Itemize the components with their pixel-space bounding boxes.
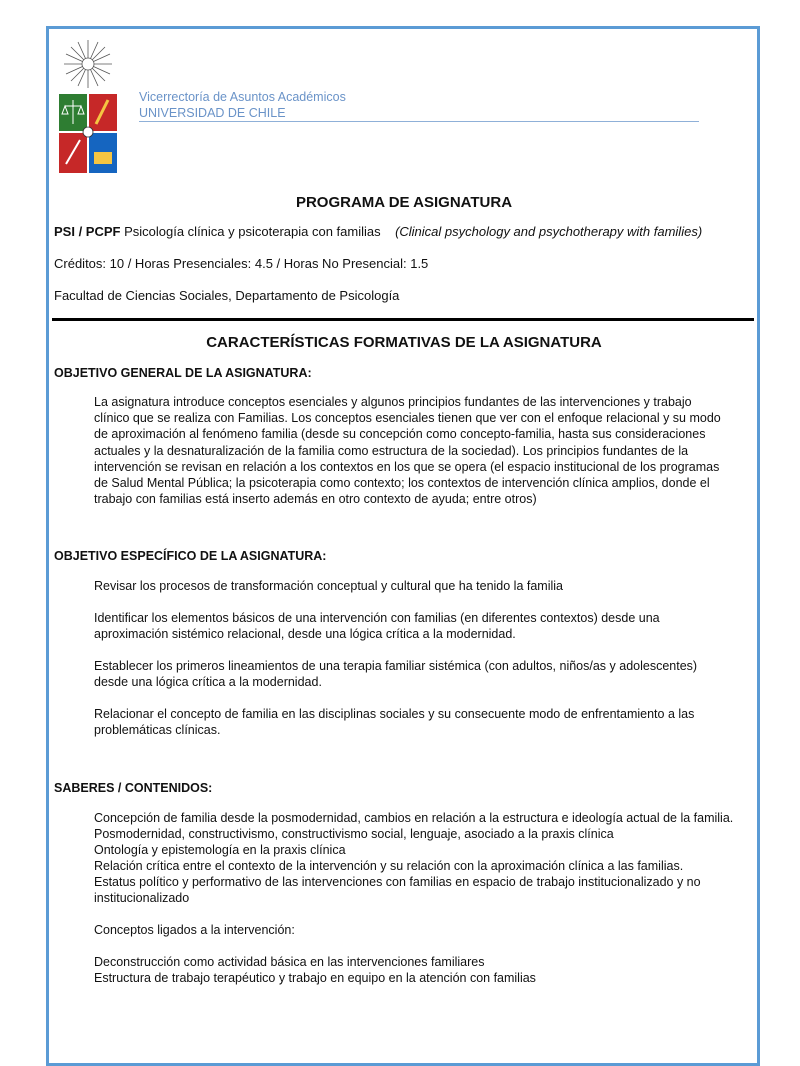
list-item: Concepción de familia desde la posmodernidad, cambios en relación a la estructura e ideología actual de la familia.: [94, 811, 734, 825]
institution-header: [139, 89, 699, 121]
facultad-line: Facultad de Ciencias Sociales, Departamento de Psicología: [54, 288, 400, 303]
objetivo-general-text: La asignatura introduce conceptos esenciales y algunos principios fundantes de las intervenciones y trabajo clínico que se realiza con Familias. Los conceptos esenciales tienen que ver con el enfoque relacional y su modo de aproximación al fenómeno familia (desde su concepción como concepto-familia, hasta sus consideraciones actuales y la desnaturalización de la familia como estructura de la sociedad). Los principios fundantes de la intervención se revisan en relación a los contextos en los que se opera (el espacio institucional de los programas de Salud Mental Pública; la psicoterapia como contexto; los contextos de intervención clínica amplios, donde el trabajo con familias está inserto además en otro contexto de ayuda; entre otros): [94, 395, 721, 507]
university-crest-logo: [58, 36, 118, 176]
saberes-heading: SABERES / CONTENIDOS:: [54, 781, 213, 795]
header-divider: [139, 121, 699, 122]
caracteristicas-title: CARACTERÍSTICAS FORMATIVAS DE LA ASIGNATURA: [206, 334, 602, 351]
list-item: Ontología y epistemología en la praxis clínica: [94, 843, 346, 857]
creditos-line: Créditos: 10 / Horas Presenciales: 4.5 / Horas No Presencial: 1.5: [54, 256, 429, 271]
list-item: Posmodernidad, constructivismo, constructivismo social, lenguaje, asociado a la praxis clínica: [94, 827, 614, 841]
section-divider: [52, 318, 754, 321]
list-item: Revisar los procesos de transformación conceptual y cultural que ha tenido la familia: [94, 579, 563, 593]
objetivo-general-heading: OBJETIVO GENERAL DE LA ASIGNATURA:: [54, 366, 312, 380]
list-item: Deconstrucción como actividad básica en las intervenciones familiares: [94, 955, 485, 969]
vicerrectoria-text: Vicerrectoría de Asuntos Académicos: [139, 90, 346, 104]
programa-title: PROGRAMA DE ASIGNATURA: [295, 194, 513, 211]
course-line: [54, 224, 702, 239]
list-item: Estructura de trabajo terapéutico y trabajo en equipo en la atención con familias: [94, 971, 536, 985]
course-english-name: (Clinical psychology and psychotherapy with families): [395, 224, 703, 239]
list-item: Relacionar el concepto de familia en las disciplinas sociales y su consecuente modo de enfrentamiento a las problemáticas clínicas.: [94, 707, 695, 737]
list-item: Relación crítica entre el contexto de la intervención y su relación con la aproximación clínica a las familias.: [94, 859, 684, 873]
list-item: Estatus político y performativo de las intervenciones con familias en espacio de trabajo institucionalizado y no institucionalizado: [94, 875, 701, 905]
course-name: Psicología clínica y psicoterapia con familias: [124, 224, 381, 239]
conceptos-heading: Conceptos ligados a la intervención:: [94, 923, 295, 937]
universidad-text: UNIVERSIDAD DE CHILE: [139, 106, 286, 120]
list-item: Establecer los primeros lineamientos de una terapia familiar sistémica (con adultos, niños/as y adolescentes) desde una lógica crítica a la modernidad.: [94, 659, 698, 689]
saberes-list: [94, 810, 734, 986]
objetivo-especifico-list: [94, 578, 734, 738]
objetivo-especifico-heading: OBJETIVO ESPECÍFICO DE LA ASIGNATURA:: [54, 549, 327, 563]
course-code: PSI / PCPF: [54, 224, 121, 239]
list-item: Identificar los elementos básicos de una intervención con familias (en diferentes contextos) desde una aproximación sistémico relacional, desde una lógica crítica a la modernidad.: [94, 611, 660, 641]
